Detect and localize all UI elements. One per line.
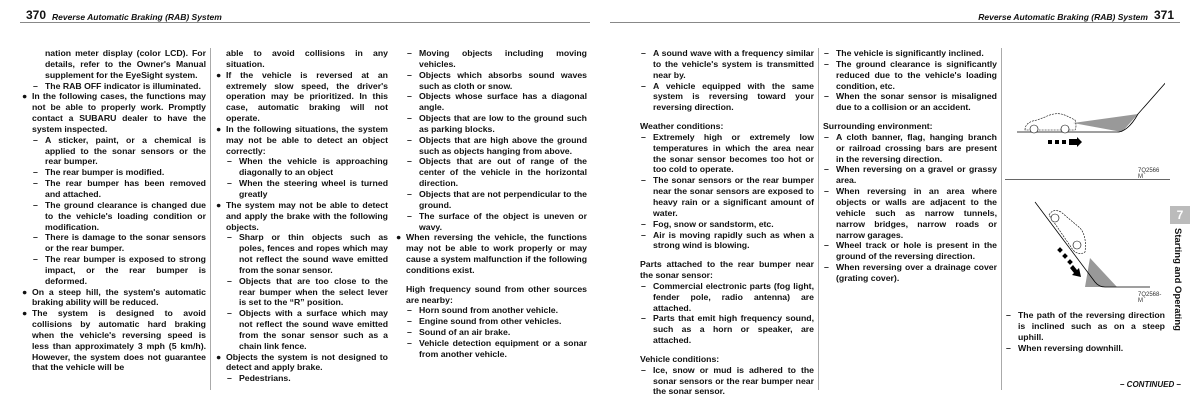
item-text: Commercial electronic parts (fog light, fender pole, radio antenna) are attached.	[653, 280, 814, 313]
page-header-left	[20, 6, 590, 23]
page-number: 371	[1153, 8, 1174, 22]
dash-marker: –	[824, 186, 829, 197]
list-item	[823, 262, 997, 284]
list-item	[394, 70, 587, 92]
dash-marker: –	[407, 113, 412, 124]
column-divider	[1001, 48, 1002, 390]
dash-marker: –	[407, 156, 412, 167]
dash-marker: –	[33, 199, 38, 210]
list-item	[640, 175, 814, 218]
dash-marker: –	[407, 210, 412, 221]
list-item	[823, 48, 997, 59]
list-item	[640, 281, 814, 314]
dash-marker: –	[824, 91, 829, 102]
list-item	[214, 308, 388, 351]
section-subheading	[823, 121, 997, 132]
dash-marker: –	[1006, 310, 1011, 320]
dash-marker: –	[407, 48, 412, 58]
item-text: Weather conditions:	[640, 121, 724, 132]
dash-marker: –	[407, 91, 412, 102]
dash-marker: –	[407, 134, 412, 145]
item-text: Objects that are high above the ground such as objects hanging from above.	[419, 134, 587, 156]
list-item	[640, 48, 814, 81]
list-item	[394, 327, 587, 338]
downhill-car-illustration	[1005, 190, 1165, 290]
list-item	[394, 211, 587, 233]
dash-marker: –	[33, 254, 38, 265]
list-item	[214, 48, 388, 70]
figure-uphill-reversing	[1005, 80, 1165, 180]
dash-marker: –	[1006, 342, 1011, 353]
dash-marker: –	[641, 48, 646, 58]
dash-marker: –	[33, 178, 38, 189]
dash-marker: –	[33, 80, 38, 91]
item-text: Objects that are out of range of the center of the vehicle in the horizontal direction.	[419, 156, 587, 189]
item-text: When reversing in an area where objects or walls are adjacent to the vehicle such as narrow tunnels, narrow bridges, narrow roads or narrow garages.	[836, 186, 997, 240]
item-text: Pedestrians.	[239, 373, 291, 384]
list-item	[214, 156, 388, 178]
list-item	[394, 156, 587, 189]
item-text: A sticker, paint, or a chemical is applied to the sonar sensors or the rear bumper.	[45, 134, 206, 167]
dash-marker: –	[824, 48, 829, 58]
dash-marker: –	[407, 327, 412, 338]
list-item	[214, 178, 388, 200]
list-item	[214, 70, 388, 124]
list-item	[20, 81, 206, 92]
list-item	[20, 167, 206, 178]
item-text: Wheel track or hole is present in the ground of the reversing direction.	[836, 240, 997, 262]
section-subheading	[640, 121, 814, 132]
list-item	[823, 132, 997, 165]
item-text: A sound wave with a frequency similar to the vehicle's system is transmitted near by.	[653, 48, 814, 80]
column-divider	[210, 48, 211, 390]
item-text: Fog, snow or sandstorm, etc.	[653, 218, 774, 229]
item-text: On a steep hill, the system's automatic braking ability will be reduced.	[32, 286, 206, 308]
chapter-tab-label: Starting and Operating	[1172, 228, 1183, 331]
item-text: The rear bumper has been removed and attached.	[45, 178, 206, 199]
item-text: When the steering wheel is turned greatly	[239, 178, 388, 199]
dash-marker: –	[407, 188, 412, 199]
dash-marker: –	[407, 69, 412, 80]
item-text: If the vehicle is reversed at an extremely slow speed, the driver's operation may be prioritized. In this case, automatic braking will not operate.	[226, 69, 388, 124]
dash-marker: –	[227, 156, 232, 167]
list-item	[394, 48, 587, 70]
dash-marker: –	[641, 131, 646, 142]
list-item	[640, 132, 814, 175]
item-text: Sound of an air brake.	[419, 327, 511, 338]
list-item	[20, 135, 206, 168]
item-text: Engine sound from other vehicles.	[419, 316, 562, 327]
dash-marker: –	[824, 164, 829, 175]
text-column-1	[20, 48, 206, 373]
text-column-6	[1005, 310, 1165, 353]
list-item	[214, 200, 388, 233]
figure-divider	[1005, 179, 1170, 180]
item-text: Extremely high or extremely low temperatures in which the area near the sonar sensor becomes too hot or too cold to operate.	[653, 131, 814, 175]
bullet-marker: ●	[22, 286, 28, 297]
item-text: When the sonar sensor is misaligned due to a collision or an accident.	[836, 91, 997, 113]
item-text: The vehicle is significantly inclined.	[836, 48, 984, 58]
bullet-marker: ●	[216, 351, 222, 362]
list-item	[214, 352, 388, 374]
item-text: Objects that are low to the ground such as parking blocks.	[419, 113, 587, 134]
list-item	[20, 48, 206, 81]
item-text: The system may not be able to detect and apply the brake with the following objects.	[226, 199, 388, 232]
bullet-marker: ●	[396, 232, 402, 243]
item-text: The path of the reversing direction is inclined such as on a steep uphill.	[1018, 310, 1165, 342]
dash-marker: –	[227, 275, 232, 286]
item-text: The ground clearance is changed due to the vehicle's loading condition or modification.	[45, 199, 206, 232]
list-item	[20, 308, 206, 373]
bullet-marker: ●	[22, 308, 28, 319]
dash-marker: –	[641, 218, 646, 229]
dash-marker: –	[641, 80, 646, 91]
item-text: Objects which absorbs sound waves such as cloth or snow.	[419, 69, 587, 91]
dash-marker: –	[227, 232, 232, 243]
item-text: Moving objects including moving vehicles.	[419, 48, 587, 69]
list-item	[20, 287, 206, 309]
item-text: A cloth banner, flag, hanging branch or railroad crossing bars are present in the reversing direction.	[836, 131, 997, 164]
figure-downhill-reversing	[1005, 190, 1165, 304]
item-text: When reversing the vehicle, the functions may not be able to work properly or may cause a system malfunction if the following conditions exist.	[406, 232, 587, 275]
list-item	[394, 232, 587, 275]
page-header-right	[610, 6, 1180, 23]
item-text: The system is designed to avoid collisions by automatic hard braking when the vehicle's reversing speed is less than approximately 3 mph (5 km/h). However, the system does not guarantee that the vehicle will be	[32, 308, 206, 373]
list-item	[214, 276, 388, 309]
list-item	[394, 316, 587, 327]
item-text: Objects whose surface has a diagonal angle.	[419, 91, 587, 113]
column-divider	[818, 48, 819, 390]
figure-code: 7Q2568-M	[1138, 292, 1162, 304]
list-item	[823, 59, 997, 92]
list-item	[20, 200, 206, 233]
text-column-3	[394, 48, 587, 360]
dash-marker: –	[824, 131, 829, 142]
item-text: In the following situations, the system may not be able to detect an object correctly:	[226, 123, 388, 156]
item-text: Objects the system is not designed to detect and apply brake.	[226, 351, 388, 373]
dash-marker: –	[407, 305, 412, 316]
item-text: Objects that are too close to the rear bumper when the select lever is set to the “R” position.	[239, 275, 388, 308]
list-item	[640, 81, 814, 114]
bullet-marker: ●	[216, 199, 222, 210]
page-number: 370	[26, 8, 47, 22]
list-item	[640, 313, 814, 346]
figure-code: 7Q2566 M	[1138, 168, 1160, 180]
list-item	[20, 91, 206, 134]
list-item	[640, 365, 814, 398]
list-item	[20, 232, 206, 254]
list-item	[823, 164, 997, 186]
dash-marker: –	[641, 175, 646, 186]
text-column-2	[214, 48, 388, 384]
dash-marker: –	[641, 280, 646, 291]
item-text: nation meter display (color LCD). For details, refer to the Owner's Manual supplement for the EyeSight system.	[45, 48, 206, 80]
dash-marker: –	[227, 178, 232, 189]
dash-marker: –	[641, 364, 646, 375]
item-text: A vehicle equipped with the same system is reversing toward your reversing direction.	[653, 80, 814, 113]
item-text: able to avoid collisions in any situation.	[226, 48, 388, 69]
uphill-car-illustration	[1005, 80, 1165, 180]
item-text: Horn sound from another vehicle.	[419, 305, 559, 316]
item-text: The ground clearance is significantly reduced due to the vehicle's loading condition, etc.	[836, 58, 997, 91]
section-subheading	[640, 354, 814, 365]
dash-marker: –	[227, 373, 232, 384]
item-text: Parts that emit high frequency sound, such as a horn or speaker, are attached.	[653, 313, 814, 346]
dash-marker: –	[641, 313, 646, 324]
item-text: Vehicle detection equipment or a sonar from another vehicle.	[419, 337, 587, 359]
list-item	[823, 186, 997, 240]
item-text: Air is moving rapidly such as when a strong wind is blowing.	[653, 229, 814, 251]
bullet-marker: ●	[216, 123, 222, 134]
list-item	[394, 189, 587, 211]
item-text: When reversing downhill.	[1018, 342, 1124, 353]
item-text: There is damage to the sonar sensors or the rear bumper.	[45, 232, 206, 254]
item-text: Surrounding environment:	[823, 121, 933, 132]
item-text: Parts attached to the rear bumper near the sonar sensor:	[640, 259, 814, 281]
item-text: Sharp or thin objects such as poles, fences and ropes which may not reflect the sound wave emitted from the sonar sensor.	[239, 232, 388, 275]
dash-marker: –	[33, 167, 38, 178]
list-item	[394, 91, 587, 113]
dash-marker: –	[407, 337, 412, 348]
item-text: The sonar sensors or the rear bumper near the sonar sensors are exposed to heavy rain or a significant amount of water.	[653, 175, 814, 218]
item-text: The rear bumper is modified.	[45, 167, 165, 178]
section-title: Reverse Automatic Braking (RAB) System	[978, 12, 1148, 22]
list-item	[394, 338, 587, 360]
list-item	[823, 240, 997, 262]
item-text: Objects with a surface which may not reflect the sound wave emitted from the sonar sensor such as a chain link fence.	[239, 308, 388, 351]
item-text: The RAB OFF indicator is illuminated.	[45, 80, 201, 91]
item-text: When reversing over a drainage cover (grating cover).	[836, 262, 997, 283]
dash-marker: –	[33, 232, 38, 243]
item-text: Ice, snow or mud is adhered to the sonar sensors or the rear bumper near the sonar sensor.	[653, 364, 814, 397]
list-item	[20, 254, 206, 287]
list-item	[214, 124, 388, 157]
text-column-5	[823, 48, 997, 284]
item-text: Vehicle conditions:	[640, 353, 720, 364]
bullet-marker: ●	[216, 69, 222, 80]
dash-marker: –	[407, 316, 412, 327]
list-item	[394, 113, 587, 135]
continued-footer: – CONTINUED –	[1120, 380, 1181, 389]
list-item	[20, 178, 206, 200]
item-text: The surface of the object is uneven or wavy.	[419, 210, 587, 232]
list-item	[823, 91, 997, 113]
bullet-marker: ●	[22, 91, 28, 102]
list-item	[214, 373, 388, 384]
dash-marker: –	[824, 58, 829, 69]
dash-marker: –	[824, 240, 829, 251]
section-title: Reverse Automatic Braking (RAB) System	[52, 12, 222, 22]
item-text: High frequency sound from other sources are nearby:	[406, 283, 587, 305]
list-item	[640, 230, 814, 252]
item-text: The rear bumper is exposed to strong impact, or the rear bumper is deformed.	[45, 254, 206, 286]
section-subheading	[640, 259, 814, 281]
list-item	[394, 135, 587, 157]
dash-marker: –	[641, 229, 646, 240]
item-text: Objects that are not perpendicular to the ground.	[419, 188, 587, 210]
item-text: When the vehicle is approaching diagonally to an object	[239, 156, 388, 178]
section-subheading	[394, 284, 587, 306]
dash-marker: –	[227, 308, 232, 319]
list-item	[640, 219, 814, 230]
item-text: In the following cases, the functions may not be able to properly work. Promptly contact a SUBARU dealer to have the system inspected.	[32, 91, 206, 134]
dash-marker: –	[33, 134, 38, 145]
list-item	[214, 232, 388, 275]
list-item	[1005, 310, 1165, 343]
list-item	[394, 305, 587, 316]
chapter-tab[interactable]: 7	[1170, 206, 1190, 224]
dash-marker: –	[824, 262, 829, 273]
text-column-4	[640, 48, 814, 397]
item-text: When reversing on a gravel or grassy area.	[836, 164, 997, 186]
list-item	[1005, 343, 1165, 354]
